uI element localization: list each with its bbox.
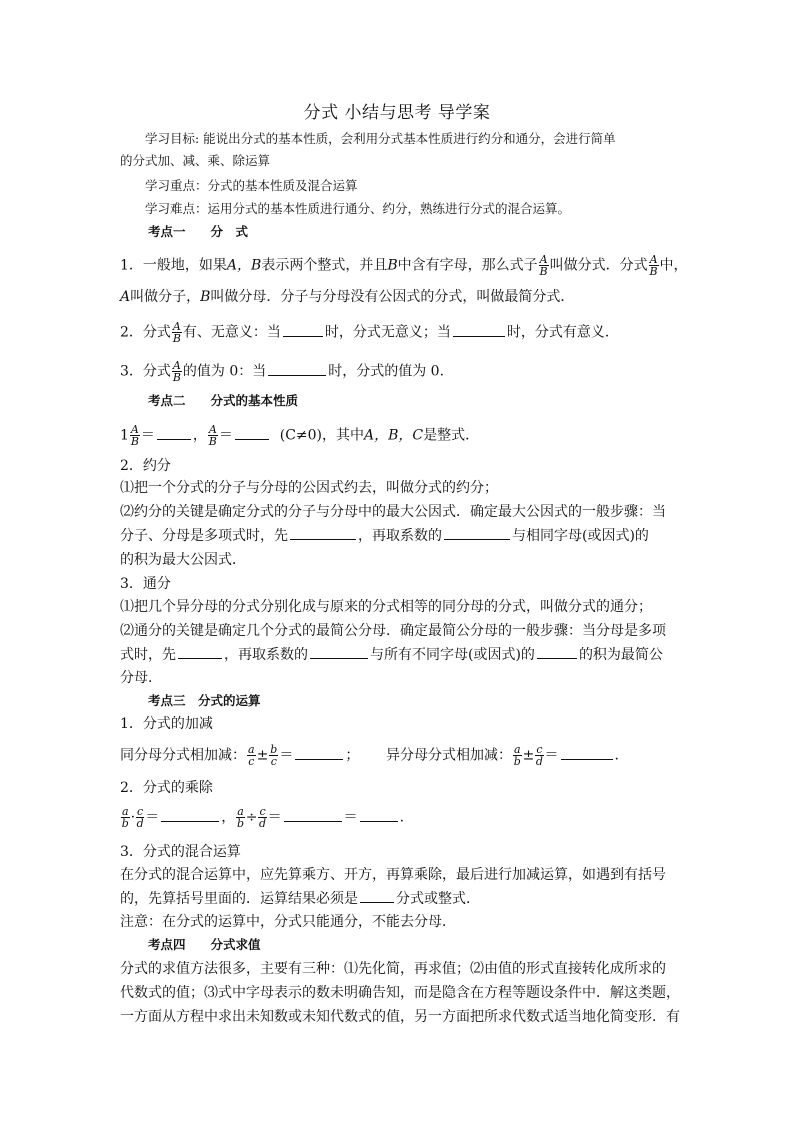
answer-blank[interactable] xyxy=(161,809,219,822)
k2-sub2-p2-line1: ⑵约分的关键是确定分式的分子与分母中的最大公因式．确定最大公因式的一般步骤：当 xyxy=(120,504,666,520)
k3-mixed-line1: 在分式的混合运算中，应先算乘方、开方，再算乘除，最后进行加减运算，如遇到有括号 xyxy=(120,867,666,883)
k1-item3: 3．分式 $\frac{A}{B}$ 的值为 0：当 时，分式的值为 0. xyxy=(120,359,445,384)
k2-sub2-p2-line3: 的积为最大公因式． xyxy=(120,552,246,568)
key-point: 学习重点：分式的基本性质及混合运算 xyxy=(145,178,358,193)
fraction-a-over-b: $\frac{a}{b}$ xyxy=(236,805,244,830)
k2-sub3-p1: ⑴把几个异分母的分式分别化成与原来的分式相等的同分母的分式，叫做分式的通分； xyxy=(120,599,652,615)
k4-line2: 代数式的值；⑶式中字母表示的数未明确告知，而是隐含在方程等题设条件中．解这类题， xyxy=(120,985,680,1001)
k1-item1-line1: 1．一般地，如果A，B表示两个整式，并且B中含有字母，那么式子 $\frac{A}{B}$ 叫做分式．分式 $\frac{A}{B}$ 中， xyxy=(120,253,688,278)
fraction-a-over-b: $\frac{a}{b}$ xyxy=(513,743,521,768)
k2-sub3-p2-line3: 分母． xyxy=(120,670,162,686)
answer-blank[interactable] xyxy=(453,324,505,337)
section-heading-2: 考点二 分式的基本性质 xyxy=(148,393,299,408)
k1-item2: 2．分式 $\frac{A}{B}$ 有、无意义：当 时，分式无意义；当 时，分式有意义． xyxy=(120,320,619,345)
page-title: 分式 小结与思考 导学案 xyxy=(303,103,491,123)
fraction-a-over-b: $\frac{A}{B}$ xyxy=(130,423,139,448)
k3-sub3: 3．分式的混合运算 xyxy=(120,844,241,860)
answer-blank[interactable] xyxy=(360,890,394,903)
k2-item1: 1 $\frac{A}{B}$ ＝ ， $\frac{A}{B}$ ＝ (C≠0)，其中A，B，C是整式． xyxy=(120,423,480,448)
section-heading-3: 考点三 分式的运算 xyxy=(148,693,261,708)
difficulty: 学习难点：运用分式的基本性质进行通分、约分，熟练进行分式的混合运算。 xyxy=(145,201,571,216)
answer-blank[interactable] xyxy=(178,646,222,659)
answer-blank[interactable] xyxy=(310,646,368,659)
answer-blank[interactable] xyxy=(157,427,191,440)
k2-sub2: 2．约分 xyxy=(120,458,171,474)
k2-sub2-p2-line2: 分子、分母是多项式时，先 ，再取系数的 与相同字母(或因式)的 xyxy=(120,528,649,544)
answer-blank[interactable] xyxy=(295,747,343,760)
k2-sub3: 3．通分 xyxy=(120,576,171,592)
section-heading-1: 考点一 分 式 xyxy=(148,224,249,239)
fraction-a-over-b: $\frac{A}{B}$ xyxy=(208,423,217,448)
fraction-a-over-b: $\frac{a}{b}$ xyxy=(121,805,129,830)
learning-goal-line2: 的分式加、减、乘、除运算 xyxy=(120,153,271,168)
fraction-a-over-b: $\frac{A}{B}$ xyxy=(172,359,181,384)
answer-blank[interactable] xyxy=(290,527,356,540)
answer-blank[interactable] xyxy=(284,809,342,822)
fraction-a-over-b: $\frac{A}{B}$ xyxy=(172,320,181,345)
k2-sub3-p2-line1: ⑵通分的关键是确定几个分式的最简公分母．确定最简公分母的一般步骤：当分母是多项 xyxy=(120,623,666,639)
answer-blank[interactable] xyxy=(360,809,398,822)
fraction-c-over-d: $\frac{c}{d}$ xyxy=(259,805,267,830)
k2-sub2-p1: ⑴把一个分式的分子与分母的公因式约去，叫做分式的约分； xyxy=(120,480,498,496)
k3-note: 注意：在分式的运算中，分式只能通分，不能去分母． xyxy=(120,914,456,930)
k2-sub3-p2-line2: 式时，先 ，再取系数的 与所有不同字母(或因式)的 的积为最简公 xyxy=(120,647,663,663)
k3-sub1: 1．分式的加减 xyxy=(120,716,213,732)
k1-item1-line2: A叫做分子，B叫做分母．分子与分母没有公因式的分式，叫做最简分式． xyxy=(120,289,575,305)
k4-line1: 分式的求值方法很多，主要有三种：⑴先化简，再求值；⑵由值的形式直接转化成所求的 xyxy=(120,961,666,977)
k4-line3: 一方面从方程中求出未知数或未知代数式的值，另一方面把所求代数式适当地化简变形．有 xyxy=(120,1009,680,1025)
answer-blank[interactable] xyxy=(561,747,613,760)
k3-sub2: 2．分式的乘除 xyxy=(120,780,213,796)
answer-blank[interactable] xyxy=(283,324,323,337)
k3-mixed-line2: 的，先算括号里面的．运算结果必须是 分式或整式． xyxy=(120,891,480,907)
section-heading-4: 考点四 分式求值 xyxy=(148,937,261,952)
fraction-c-over-d: $\frac{c}{d}$ xyxy=(136,805,144,830)
fraction-c-over-d: $\frac{c}{d}$ xyxy=(535,743,543,768)
fraction-a-over-b: $\frac{A}{B}$ xyxy=(649,253,658,278)
k3-mul-div-line: $\frac{a}{b}$ · $\frac{c}{d}$ ＝ ， $\frac{a}{b}$ ÷ $\frac{c}{d}$ ＝ ＝ . xyxy=(121,805,405,830)
answer-blank[interactable] xyxy=(537,646,577,659)
fraction-b-over-c: $\frac{b}{c}$ xyxy=(270,743,278,768)
answer-blank[interactable] xyxy=(235,427,269,440)
fraction-a-over-c: $\frac{a}{c}$ xyxy=(248,743,255,768)
learning-goal-line1: 学习目标: 能说出分式的基本性质，会利用分式基本性质进行约分和通分，会进行简单 xyxy=(145,131,616,146)
answer-blank[interactable] xyxy=(444,527,510,540)
k3-add-sub-line: 同分母分式相加减： $\frac{a}{c}$ ± $\frac{b}{c}$ ＝ ； 异分母分式相加减： $\frac{a}{b}$ ± $\frac{c}{d}$ ＝ . xyxy=(120,743,619,768)
fraction-a-over-b: $\frac{A}{B}$ xyxy=(539,253,548,278)
answer-blank[interactable] xyxy=(268,363,326,376)
